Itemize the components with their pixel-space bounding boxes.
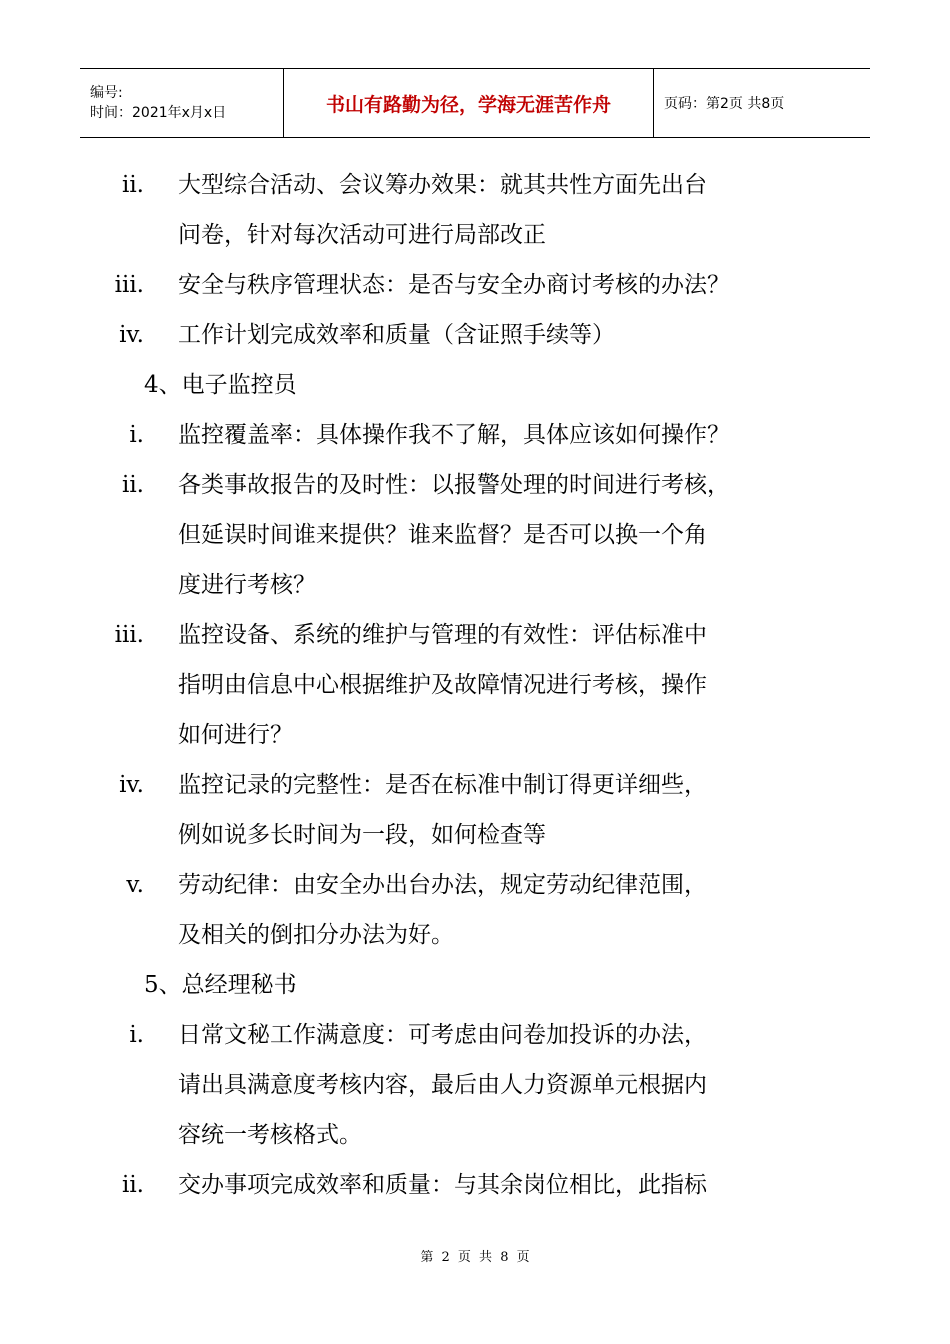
list-item-number: iv.	[119, 322, 144, 348]
text-line: 指明由信息中心根据维护及故障情况进行考核，操作	[178, 672, 707, 698]
list-item-text	[178, 410, 778, 460]
document-number-label: 编号:	[90, 85, 123, 101]
text-line: 监控记录的完整性：是否在标准中制订得更详细些，	[178, 772, 707, 798]
section-title-5: 5、总经理秘书	[144, 972, 297, 998]
motto-text: 书山有路勤为径，学海无涯苦作舟	[325, 93, 611, 116]
list-item-number: i.	[129, 422, 144, 448]
header-motto	[283, 69, 654, 137]
list-item-number: iii.	[114, 272, 144, 298]
list-item-text	[178, 610, 778, 760]
list-item	[0, 160, 950, 260]
text-line: 各类事故报告的及时性：以报警处理的时间进行考核，	[178, 472, 730, 498]
list-item-text	[178, 160, 778, 260]
list-item	[0, 410, 950, 460]
document-body	[0, 160, 950, 1210]
header-page-info	[654, 69, 870, 137]
list-item-number: iii.	[114, 622, 144, 648]
text-line: 如何进行？	[178, 722, 293, 748]
list-item	[0, 610, 950, 760]
text-line: 工作计划完成效率和质量（含证照手续等）	[178, 322, 615, 348]
text-line: 度进行考核？	[178, 572, 316, 598]
list-item-text	[178, 760, 778, 860]
list-item-number: ii.	[121, 1172, 144, 1198]
list-item	[0, 760, 950, 860]
list-item	[0, 460, 950, 610]
section-4-list	[0, 410, 950, 960]
text-line: 请出具满意度考核内容，最后由人力资源单元根据内	[178, 1072, 707, 1098]
list-item	[0, 310, 950, 360]
document-time: 时间：2021年x月x日	[90, 105, 227, 121]
text-line: 问卷，针对每次活动可进行局部改正	[178, 222, 546, 248]
text-line: 安全与秩序管理状态：是否与安全办商讨考核的办法？	[178, 272, 730, 298]
list-item-text	[178, 260, 778, 310]
list-item-text	[178, 310, 778, 360]
list-item-number: v.	[126, 872, 144, 898]
text-line: 及相关的倒扣分办法为好。	[178, 922, 454, 948]
list-item	[0, 1160, 950, 1210]
section-5-list	[0, 1010, 950, 1210]
page-info-text: 页码：第2页 共8页	[664, 96, 785, 112]
list-item-number: ii.	[121, 472, 144, 498]
list-item	[0, 260, 950, 310]
header-left	[80, 69, 283, 137]
page-header	[80, 68, 870, 138]
list-item	[0, 1010, 950, 1160]
text-line: 交办事项完成效率和质量：与其余岗位相比，此指标	[178, 1172, 707, 1198]
text-line: 劳动纪律：由安全办出台办法，规定劳动纪律范围，	[178, 872, 707, 898]
section-title-4: 4、电子监控员	[144, 372, 297, 398]
list-item	[0, 860, 950, 960]
text-line: 例如说多长时间为一段，如何检查等	[178, 822, 546, 848]
list-item-text	[178, 1160, 778, 1210]
list-item-number: i.	[129, 1022, 144, 1048]
page-footer: 第 2 页 共 8 页	[420, 1250, 530, 1265]
list-item-text	[178, 460, 778, 610]
text-line: 容统一考核格式。	[178, 1122, 362, 1148]
text-line: 监控覆盖率：具体操作我不了解，具体应该如何操作？	[178, 422, 730, 448]
list-item-text	[178, 1010, 778, 1160]
text-line: 但延误时间谁来提供？谁来监督？是否可以换一个角	[178, 522, 707, 548]
list-item-number: iv.	[119, 772, 144, 798]
text-line: 监控设备、系统的维护与管理的有效性：评估标准中	[178, 622, 707, 648]
continued-list	[0, 160, 950, 360]
text-line: 大型综合活动、会议筹办效果：就其共性方面先出台	[178, 172, 707, 198]
list-item-text	[178, 860, 778, 960]
list-item-number: ii.	[121, 172, 144, 198]
text-line: 日常文秘工作满意度：可考虑由问卷加投诉的办法，	[178, 1022, 707, 1048]
